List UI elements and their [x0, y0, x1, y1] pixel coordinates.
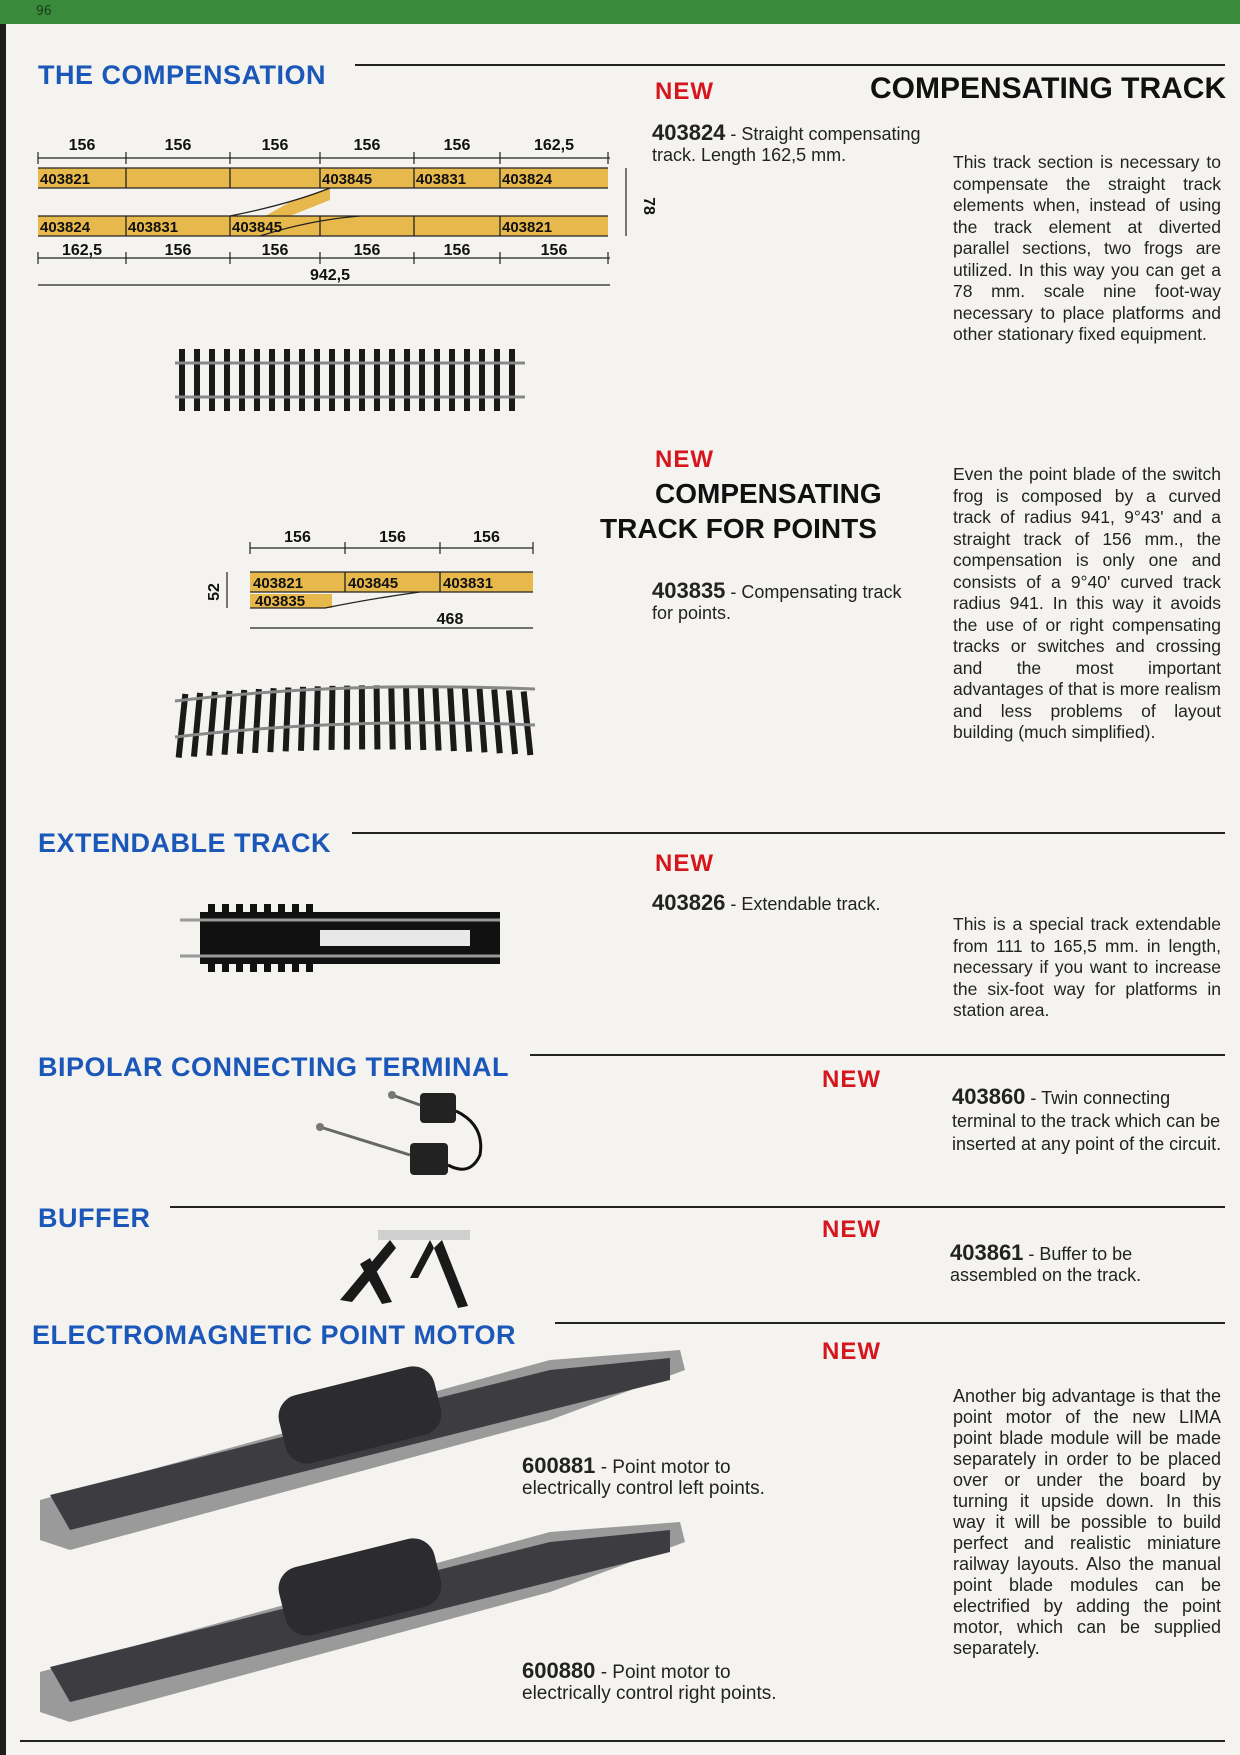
track-code: 403831: [416, 171, 467, 188]
product-body-text: Even the point blade of the switch frog is composed by a curved track of radius 941, 9°43' and a straight track of 156 mm., the compensation is only one and consists of a 9°40' curved track radius 941. In this way it avoids the use of or right compensating tracks or switches and crossing and the most important advantages of that is more realism and less problems of layout building (much simplified).: [953, 464, 1221, 742]
track-sleeper: [206, 692, 218, 756]
track-sleeper: [239, 349, 245, 411]
track-sleeper: [388, 685, 395, 749]
page-number: 96: [36, 4, 52, 19]
track-sleeper: [494, 349, 500, 411]
track-sleeper: [254, 349, 260, 411]
track-sleeper: [267, 688, 276, 752]
dimension-label: 162,5: [533, 137, 575, 154]
straight-track-image: [165, 345, 545, 425]
track-sleeper: [250, 904, 257, 972]
track-sleeper: [222, 904, 229, 972]
track-sleeper: [222, 691, 233, 755]
dimension-label: 156: [443, 137, 471, 154]
connecting-terminal-image: [310, 1085, 500, 1195]
dimension-label: 156: [473, 529, 500, 546]
bottom-rule: [20, 1740, 1225, 1742]
track-sleeper: [389, 349, 395, 411]
new-badge: NEW: [655, 850, 714, 877]
new-badge: NEW: [822, 1066, 881, 1093]
new-badge: NEW: [822, 1216, 881, 1243]
section-divider: [352, 832, 1225, 834]
track-sleeper: [491, 689, 503, 753]
track-sleeper: [179, 349, 185, 411]
track-sleeper: [462, 688, 472, 752]
page-edge: [0, 24, 6, 1755]
dimension-label: 156: [164, 242, 192, 259]
dimension-label: 156: [261, 242, 289, 259]
track-sleeper: [374, 349, 380, 411]
product-title: COMPENSATING TRACK: [870, 72, 1227, 105]
product-title-line1: COMPENSATING: [655, 478, 882, 509]
track-sleeper: [329, 686, 336, 750]
track-code: 403821: [253, 575, 304, 592]
track-code: 403845: [322, 171, 373, 188]
track-sleeper: [329, 349, 335, 411]
dimension-label: 156: [353, 242, 381, 259]
track-code: 403831: [128, 219, 179, 236]
product-description: 403861 - Buffer to be assembled on the track.: [950, 1240, 1142, 1285]
track-sleeper: [477, 688, 488, 752]
dimension-label: 156: [379, 529, 406, 546]
track-sleeper: [298, 687, 306, 751]
dimension-label: 156: [540, 242, 568, 259]
dimension-label: 156: [353, 137, 381, 154]
dimension-label: 156: [443, 242, 471, 259]
track-code: 403824: [502, 171, 553, 188]
lower-code: 403835: [255, 593, 306, 610]
side-dimension: 52: [206, 583, 223, 601]
track-sleeper: [284, 349, 290, 411]
track-sleeper: [418, 686, 427, 750]
dimension-label: 156: [164, 137, 192, 154]
track-sleeper: [403, 686, 411, 750]
track-code: 403831: [443, 575, 494, 592]
track-sleeper: [176, 694, 189, 758]
extendable-track-image: [180, 898, 520, 978]
track-sleeper: [292, 904, 299, 972]
product-code: 600881: [522, 1453, 596, 1478]
track-code: 403821: [40, 171, 91, 188]
section-title-compensation: THE COMPENSATION: [38, 60, 327, 90]
track-sleeper: [314, 349, 320, 411]
track-sleeper: [432, 686, 441, 750]
track-sleeper: [419, 349, 425, 411]
track-sleeper: [191, 693, 203, 757]
track-sleeper: [264, 904, 271, 972]
track-sleeper: [283, 687, 292, 751]
section-title-motor: ELECTROMAGNETIC POINT MOTOR: [32, 1320, 516, 1350]
section-title-bipolar: BIPOLAR CONNECTING TERMINAL: [38, 1052, 509, 1082]
compensation-layout-diagram: [30, 120, 657, 300]
section-title-extendable: EXTENDABLE TRACK: [38, 828, 332, 858]
product-code: 403860: [952, 1084, 1026, 1109]
track-sleeper: [278, 904, 285, 972]
product-code: 403861: [950, 1240, 1024, 1265]
product-description-right: 600880 - Point motor to electrically control right points.: [522, 1658, 777, 1704]
points-layout-diagram: [205, 518, 545, 638]
track-sleeper: [236, 904, 243, 972]
total-dimension: 942,5: [309, 267, 351, 284]
section-divider: [170, 1206, 1225, 1208]
curved-track-image: [165, 675, 555, 765]
track-code: 403824: [40, 219, 91, 236]
product-body-text: Another big advantage is that the point motor of the new LIMA point blade module will be made separately in order to be placed over or under the board by turning it upside down. In this way it will be possible to build perfect and realistic miniature railway layouts. Also the manual point blade modules can be electrified by adding the point motor, which can be supplied separately.: [953, 1386, 1221, 1658]
track-sleeper: [434, 349, 440, 411]
dimension-label: 162,5: [61, 242, 103, 259]
product-code: 403826: [652, 890, 726, 915]
track-sleeper: [306, 904, 313, 972]
product-code: 403835: [652, 578, 726, 603]
track-sleeper: [344, 686, 350, 750]
track-code: 403821: [502, 219, 553, 236]
track-sleeper: [224, 349, 230, 411]
track-sleeper: [313, 686, 320, 750]
track-sleeper: [359, 685, 365, 749]
track-sleeper: [194, 349, 200, 411]
section-title-buffer: BUFFER: [38, 1203, 151, 1233]
product-description: 403835 - Compensating track for points.: [652, 578, 902, 623]
new-badge: NEW: [655, 78, 714, 105]
product-description-left: 600881 - Point motor to electrically control left points.: [522, 1453, 765, 1499]
track-sleeper: [374, 685, 381, 749]
dimension-label: 156: [261, 137, 289, 154]
product-description: 403826 - Extendable track.: [652, 890, 881, 915]
section-divider: [530, 1054, 1225, 1056]
product-description: 403860 - Twin connecting terminal to the track which can be inserted at any point of the circuit.: [952, 1084, 1222, 1154]
track-sleeper: [404, 349, 410, 411]
new-badge: NEW: [655, 446, 714, 473]
product-body-text: This is a special track extendable from 111 to 165,5 mm. in length, necessary if you want to increase the six-foot way for platforms in station area.: [953, 914, 1221, 1020]
track-sleeper: [464, 349, 470, 411]
track-sleeper: [208, 904, 215, 972]
top-color-band: [0, 0, 1240, 24]
track-sleeper: [252, 689, 262, 753]
track-sleeper: [359, 349, 365, 411]
product-code: 600880: [522, 1658, 596, 1683]
new-badge: NEW: [822, 1338, 881, 1365]
product-code: 403824: [652, 120, 726, 145]
track-sleeper: [209, 349, 215, 411]
product-title-line2: TRACK FOR POINTS: [600, 513, 877, 544]
side-dimension: 78: [640, 197, 657, 215]
track-sleeper: [479, 349, 485, 411]
track-sleeper: [449, 349, 455, 411]
buffer-image: [330, 1218, 480, 1318]
section-divider: [355, 64, 1225, 66]
dimension-label: 156: [284, 529, 311, 546]
track-sleeper: [269, 349, 275, 411]
track-code: 403845: [348, 575, 399, 592]
track-sleeper: [237, 690, 247, 754]
track-code: 403845: [232, 219, 283, 236]
track-sleeper: [299, 349, 305, 411]
product-description: 403824 - Straight compensating track. Length 162,5 mm.: [652, 120, 921, 165]
section-divider: [555, 1322, 1225, 1324]
track-sleeper: [506, 690, 518, 754]
total-dimension: 468: [436, 611, 464, 628]
product-body-text: This track section is necessary to compensate the straight track elements when, instead of using the track element at diverted parallel sections, two frogs are utilized. In this way you can get a 78 mm. scale nine foot-way necessary to place platforms and other stationary fixed equipment.: [953, 152, 1221, 344]
track-sleeper: [447, 687, 457, 751]
track-sleeper: [344, 349, 350, 411]
dimension-label: 156: [68, 137, 96, 154]
track-sleeper: [509, 349, 515, 411]
